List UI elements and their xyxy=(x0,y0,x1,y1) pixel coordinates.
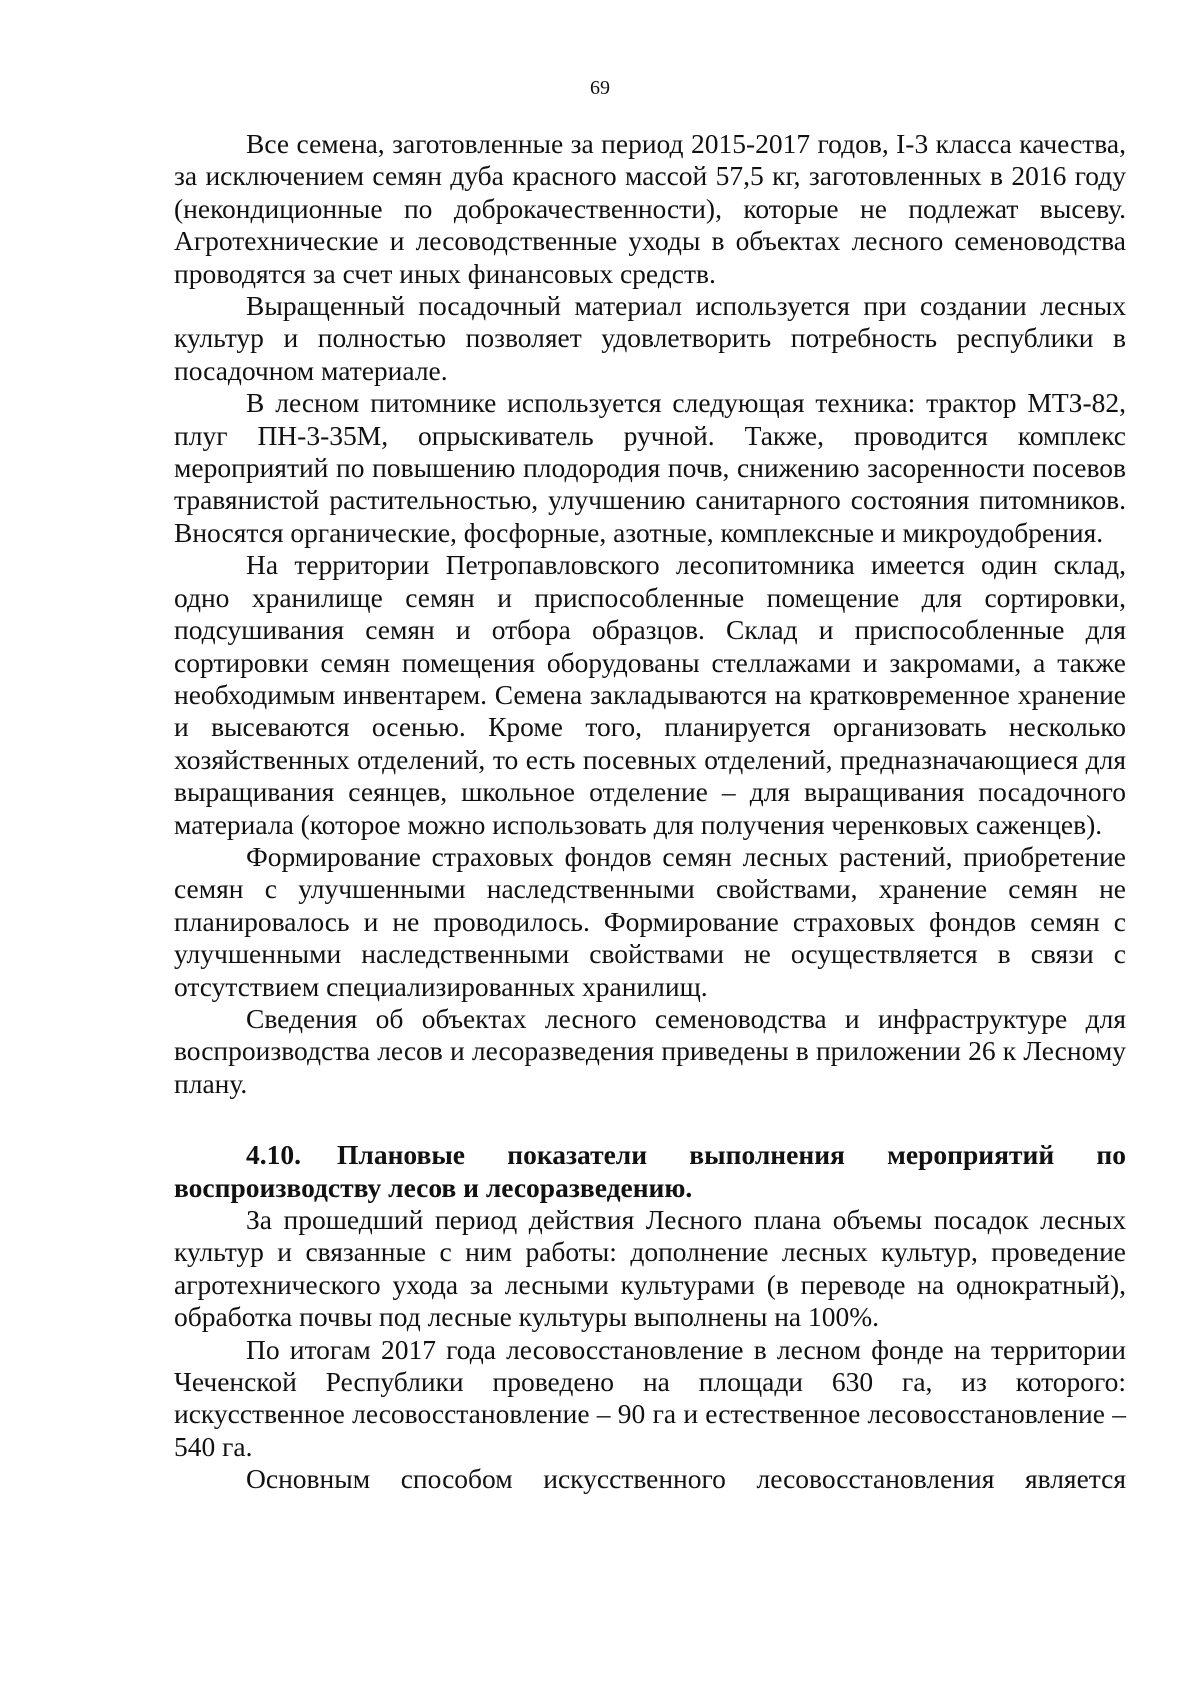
paragraph-seeds: Все семена, заготовленные за период 2015-2017 годов, I-3 класса качества, за исключением семян дуба красного массой 57,5 кг, заготовленных в 2016 году (некондиционные по доброкачественности), которые не подлежат высеву. Агротехнические и лесоводственные уходы в объектах лесного семеноводства проводятся за счет иных финансовых средств. xyxy=(174,128,1126,289)
page-number: 69 xyxy=(590,77,610,99)
paragraph-insurance-funds: Формирование страховых фондов семян лесных растений, приобретение семян с улучшенными наследственными свойствами, хранение семян не планировалось и не проводилось. Формирование страховых фондов семян с улучшенными наследственными свойствами не осуществляется в связи с отсутствием специализированных хранилищ. xyxy=(174,840,1126,1002)
paragraph-2017-results: По итогам 2017 года лесовосстановление в лесном фонде на территории Чеченской Республики проведено на площади 630 га, из которого: искусственное лесовосстановление – 90 га и естественное лесовосстановление – 540 га. xyxy=(174,1333,1126,1462)
paragraph-appendix-reference: Сведения об объектах лесного семеноводства и инфраструктуре для воспроизводства лесов и лесоразведения приведены в приложении 26 к Лесному плану. xyxy=(174,1002,1126,1099)
section-heading xyxy=(174,1139,1126,1204)
paragraph-nursery-equipment: В лесном питомнике используется следующая техника: трактор МТЗ-82, плуг ПН-3-35М, опрыскиватель ручной. Также, проводится комплекс мероприятий по повышению плодородия почв, снижению засоренности посевов травянистой растительностью, улучшению санитарного состояния питомников. Вносятся органические, фосфорные, азотные, комплексные и микроудобрения. xyxy=(174,387,1126,548)
section-title: Плановые показатели выполнения мероприятий по воспроизводству лесов и лесоразведению. xyxy=(174,1139,1126,1203)
paragraph-main-method: Основным способом искусственного лесовосстановления является xyxy=(246,1463,1126,1495)
document-body xyxy=(174,128,1126,1496)
paragraph-nursery-storage: На территории Петропавловского лесопитомника имеется один склад, одно хранилище семян и приспособленные помещение для сортировки, подсушивания семян и отбора образцов. Склад и приспособленные для сортировки семян помещения оборудованы стеллажами и закромами, а также необходимым инвентарем. Семена закладываются на кратковременное хранение и высеваются осенью. Кроме того, планируется организовать несколько хозяйственных отделений, то есть посевных отделений, предназначающиеся для выращивания сеянцев, школьное отделение – для выращивания посадочного материала (которое можно использовать для получения черенковых саженцев). xyxy=(174,549,1126,840)
paragraph-plan-results: За прошедший период действия Лесного плана объемы посадок лесных культур и связанные с ним работы: дополнение лесных культур, проведение агротехнического ухода за лесными культурами (в переводе на однократный), обработка почвы под лесные культуры выполнены на 100%. xyxy=(174,1204,1126,1333)
section-number: 4.10. xyxy=(246,1139,301,1171)
paragraph-planting-material: Выращенный посадочный материал используется при создании лесных культур и полностью позволяет удовлетворить потребность республики в посадочном материале. xyxy=(174,290,1126,386)
